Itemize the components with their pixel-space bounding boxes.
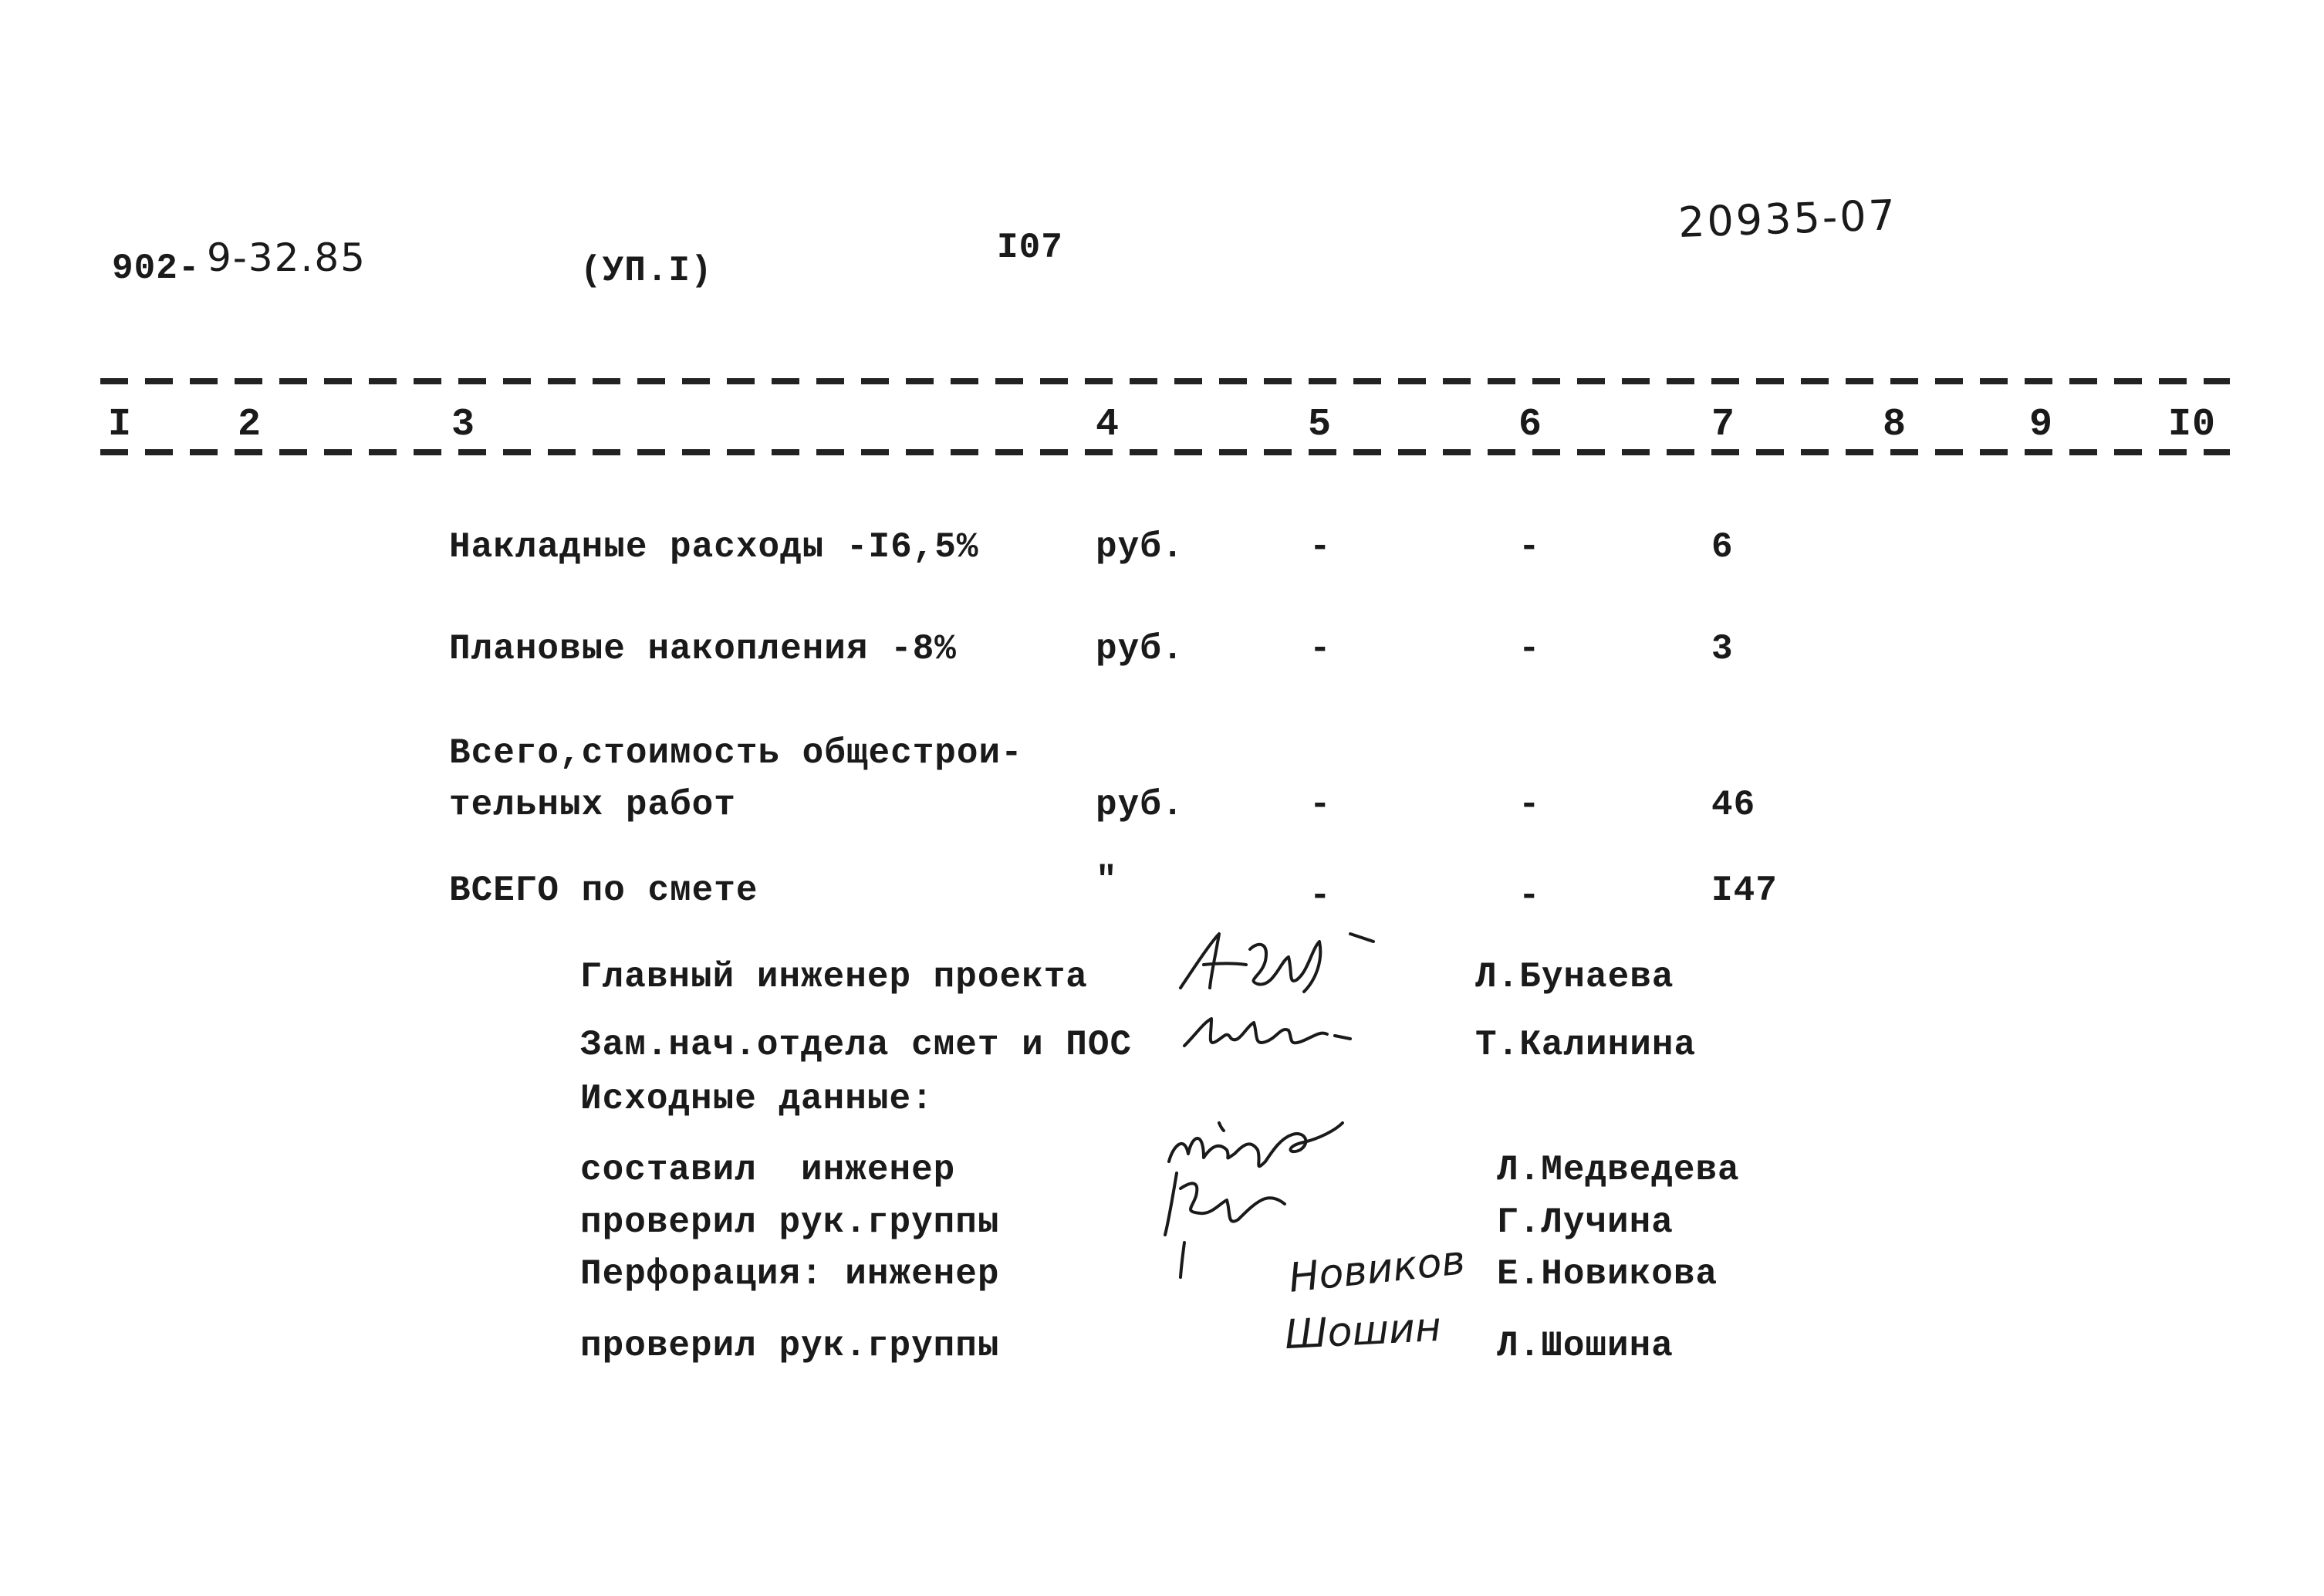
- row-grand-total-c7: I47: [1711, 871, 1778, 911]
- row-grand-total-c6: -: [1518, 876, 1541, 916]
- chief-engineer-role: Главный инженер проекта: [580, 957, 1088, 997]
- col-7: 7: [1711, 403, 1736, 447]
- checked2-signature: Шошин: [1283, 1304, 1443, 1359]
- row-planned-c7: 3: [1711, 629, 1734, 669]
- doc-number: 9-32.85: [207, 235, 367, 280]
- row-total-construction-c6: -: [1518, 785, 1541, 825]
- perforation-signature: Новиков: [1286, 1237, 1468, 1302]
- source-data-label: Исходные данные:: [580, 1079, 934, 1119]
- perforation-role: Перфорация: инженер: [580, 1254, 1000, 1294]
- col-6: 6: [1518, 403, 1543, 447]
- col-2: 2: [238, 403, 262, 447]
- checked2-name: Л.Шошина: [1497, 1326, 1674, 1366]
- checked-by-role: проверил рук.группы: [580, 1202, 1000, 1243]
- col-8: 8: [1883, 403, 1907, 447]
- col-5: 5: [1308, 403, 1333, 447]
- chief-engineer-signature: [1173, 918, 1389, 1003]
- deputy-head-signature: [1177, 1003, 1362, 1057]
- row-total-construction-name-2: тельных работ: [449, 785, 736, 825]
- col-1: I: [108, 403, 133, 447]
- row-planned-c6: -: [1518, 629, 1541, 669]
- col-3: 3: [451, 403, 476, 447]
- row-overhead-c7: 6: [1711, 527, 1734, 567]
- row-total-construction-c5: -: [1309, 785, 1332, 825]
- checked2-role: проверил рук.группы: [580, 1326, 1000, 1366]
- archive-stamp: 20935-07: [1677, 191, 1898, 247]
- col-4: 4: [1096, 403, 1120, 447]
- album-number: (УП.I): [580, 251, 713, 291]
- row-overhead-c5: -: [1309, 527, 1332, 567]
- doc-prefix: 902-: [112, 249, 201, 289]
- compiled-by-role: составил инженер: [580, 1150, 956, 1190]
- col-10: I0: [2168, 403, 2217, 447]
- row-overhead-c6: -: [1518, 527, 1541, 567]
- row-total-construction-unit: руб.: [1096, 785, 1184, 825]
- rule-bottom: [100, 449, 2230, 455]
- checked-by-name: Г.Лучина: [1497, 1202, 1674, 1243]
- row-grand-total-unit: ": [1096, 861, 1118, 901]
- row-total-construction-c7: 46: [1711, 785, 1756, 825]
- chief-engineer-name: Л.Бунаева: [1475, 957, 1674, 997]
- perforation-name: Е.Новикова: [1497, 1254, 1718, 1294]
- row-planned-unit: руб.: [1096, 629, 1184, 669]
- compiled-by-name: Л.Медведева: [1497, 1150, 1740, 1190]
- rule-top: [100, 378, 2230, 384]
- deputy-head-name: Т.Калинина: [1475, 1025, 1697, 1065]
- row-overhead-name: Накладные расходы -I6,5%: [449, 527, 979, 567]
- row-grand-total-name: ВСЕГО по смете: [449, 871, 758, 911]
- row-overhead-unit: руб.: [1096, 527, 1184, 567]
- row-planned-c5: -: [1309, 629, 1332, 669]
- page-number: I07: [997, 228, 1063, 268]
- deputy-head-role: Зам.нач.отдела смет и ПОС: [580, 1025, 1133, 1065]
- row-planned-name: Плановые накопления -8%: [449, 629, 957, 669]
- row-total-construction-name-1: Всего,стоимость общестрои-: [449, 733, 1023, 773]
- row-grand-total-c5: -: [1309, 876, 1332, 916]
- col-9: 9: [2029, 403, 2054, 447]
